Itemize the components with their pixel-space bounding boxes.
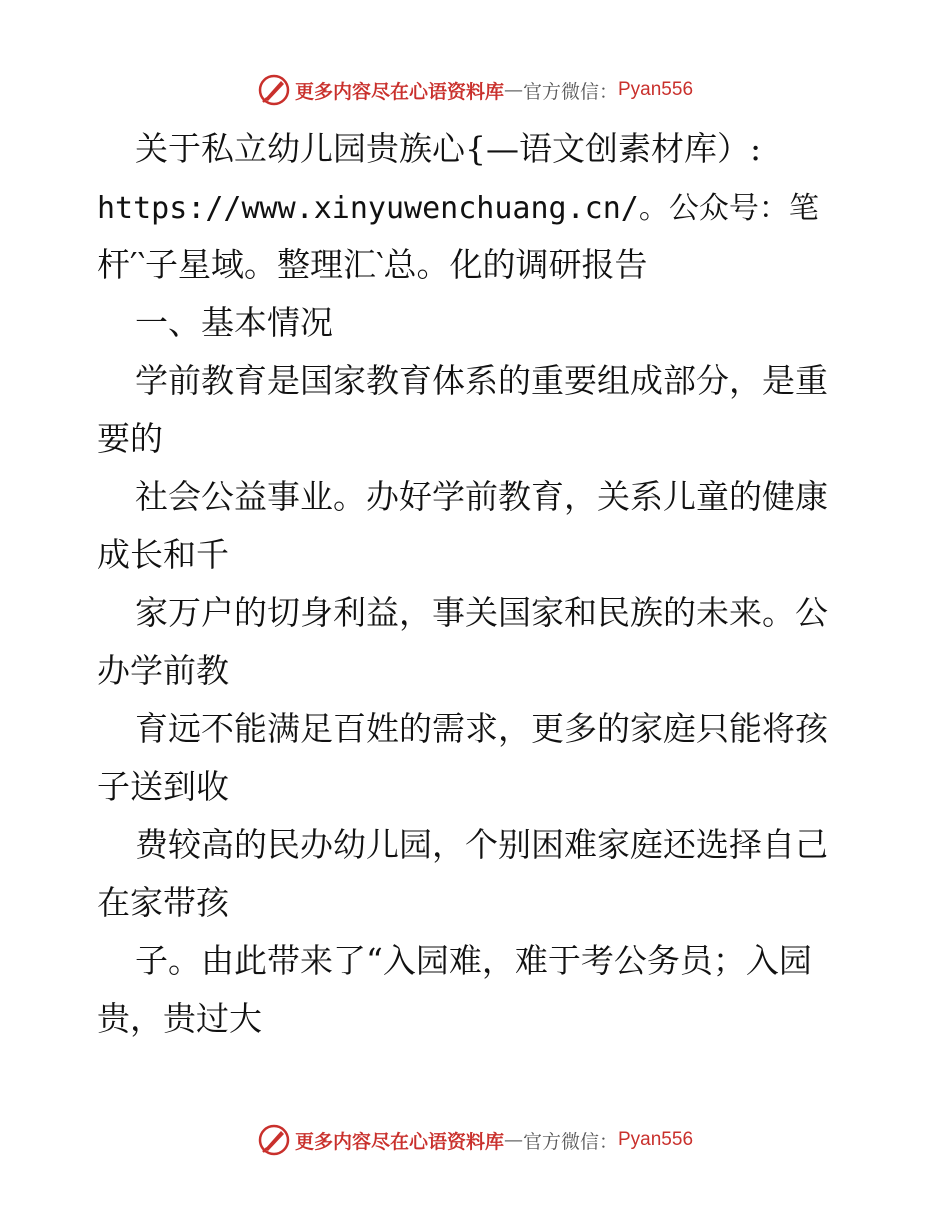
paragraph-line: 学前教育是国家教育体系的重要组成部分，是重 xyxy=(135,361,828,400)
paragraph-line: 成长和千 xyxy=(97,535,229,574)
paragraph-line: 在家带孩 xyxy=(97,883,229,922)
paragraph-line: 费较高的民办幼儿园，个别困难家庭还选择自己 xyxy=(135,825,828,864)
paragraph-line: 子送到收 xyxy=(97,767,229,806)
quill-pen-logo-icon xyxy=(257,1123,291,1157)
wechat-id: Pyan556 xyxy=(618,79,694,100)
watermark-separator: — xyxy=(503,1129,523,1151)
title-line-1: 关于私立幼儿园贵族心{—语文创素材库）: xyxy=(135,129,762,168)
header-watermark xyxy=(0,70,950,110)
paragraph-line: 贵，贵过大 xyxy=(97,999,262,1038)
title-url-text: https://www.xinyuwenchuang.cn/。公众号：笔 xyxy=(97,191,819,226)
paragraph xyxy=(97,352,867,1048)
section-heading: 一、基本情况 xyxy=(135,303,333,342)
paragraph-line: 子。由此带来了“入园难，难于考公务员；入园 xyxy=(135,941,812,980)
wechat-id: Pyan556 xyxy=(618,1129,694,1150)
paragraph-line: 办学前教 xyxy=(97,651,229,690)
footer-watermark xyxy=(0,1120,950,1160)
watermark-separator: — xyxy=(503,79,523,101)
wechat-label: 官方微信： xyxy=(522,1130,618,1153)
paragraph-line: 家万户的切身利益，事关国家和民族的未来。公 xyxy=(135,593,828,632)
watermark-text: 更多内容尽在心语资料库 xyxy=(294,1130,504,1153)
watermark-text: 更多内容尽在心语资料库 xyxy=(294,80,504,103)
title-line-3: 杆′‵子星域。整理汇‵总。化的调研报告 xyxy=(97,245,648,284)
paragraph-line: 育远不能满足百姓的需求，更多的家庭只能将孩 xyxy=(135,709,828,748)
quill-pen-logo-icon xyxy=(257,73,291,107)
paragraph-line: 要的 xyxy=(97,419,163,458)
wechat-label: 官方微信： xyxy=(522,80,618,103)
title-line-2 xyxy=(97,178,867,236)
document-body xyxy=(97,120,867,1048)
paragraph-line: 社会公益事业。办好学前教育，关系儿童的健康 xyxy=(135,477,828,516)
